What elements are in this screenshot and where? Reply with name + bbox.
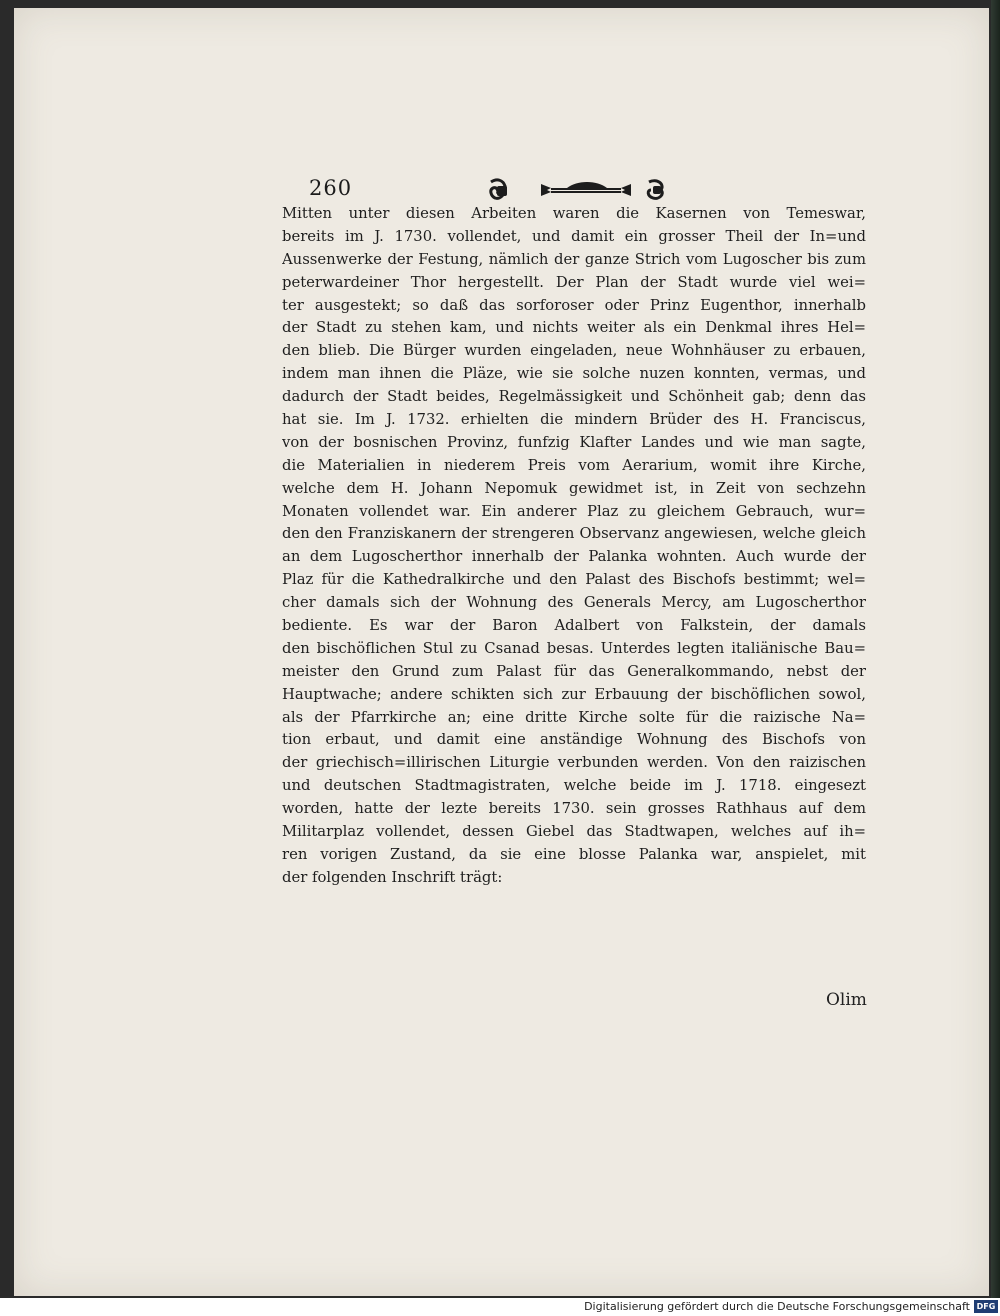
text-line: von der bosnischen Provinz, funfzig Klafter Landes und wie man sagte, (282, 433, 866, 451)
printer-ornament-icon (489, 178, 689, 202)
book-binding-edge (991, 0, 1000, 1298)
text-line: den den Franziskanern der strengeren Observanz angewiesen, welche gleich (282, 525, 866, 543)
text-line: hat sie. Im J. 1732. erhielten die mindern Brüder des H. Franciscus, (282, 411, 866, 429)
text-line: Hauptwache; andere schikten sich zur Erbauung der bischöflichen sowol, (282, 685, 866, 703)
catchword: Olim (826, 990, 867, 1010)
text-line: peterwardeiner Thor hergestellt. Der Plan der Stadt wurde viel wei= (282, 273, 866, 291)
text-line: den bischöflichen Stul zu Csanad besas. Unterdes legten italiänische Bau= (282, 639, 866, 657)
text-line: der folgenden Inschrift trägt: (282, 868, 503, 886)
text-line: cher damals sich der Wohnung des Generals Mercy, am Lugoscherthor (282, 594, 866, 612)
text-line: ter ausgestekt; so daß das sorforoser oder Prinz Eugenthor, innerhalb (282, 296, 866, 314)
text-line: den blieb. Die Bürger wurden eingeladen, neue Wohnhäuser zu erbauen, (282, 342, 866, 360)
text-line: und deutschen Stadtmagistraten, welche beide im J. 1718. eingesezt (282, 777, 866, 795)
text-line: Militarplaz vollendet, dessen Giebel das Stadtwapen, welches auf ih= (282, 823, 866, 841)
main-text-block (282, 203, 866, 890)
text-line: bediente. Es war der Baron Adalbert von Falkstein, der damals (282, 617, 866, 635)
text-line: welche dem H. Johann Nepomuk gewidmet ist, in Zeit von sechzehn (282, 479, 866, 497)
text-line: der Stadt zu stehen kam, und nichts weiter als ein Denkmal ihres Hel= (282, 319, 866, 337)
text-line: als der Pfarrkirche an; eine dritte Kirche solte für die raizische Na= (282, 708, 866, 726)
text-line: worden, hatte der lezte bereits 1730. sein grosses Rathhaus auf dem (282, 800, 866, 818)
footer-bar (0, 1298, 1000, 1316)
text-line: Aussenwerke der Festung, nämlich der ganze Strich vom Lugoscher bis zum (282, 250, 866, 268)
text-line: indem man ihnen die Pläze, wie sie solche nuzen konnten, vermas, und (282, 365, 866, 383)
text-line: an dem Lugoscherthor innerhalb der Palanka wohnten. Auch wurde der (282, 548, 866, 566)
footer-credit: Digitalisierung gefördert durch die Deutsche Forschungsgemeinschaft (584, 1300, 970, 1313)
text-line: ren vorigen Zustand, da sie eine blosse Palanka war, anspielet, mit (282, 845, 866, 863)
text-line: Monaten vollendet war. Ein anderer Plaz zu gleichem Gebrauch, wur= (282, 502, 866, 520)
page-header (309, 176, 689, 202)
text-line: bereits im J. 1730. vollendet, und damit ein grosser Theil der In=und (282, 227, 866, 245)
text-line: tion erbaut, und damit eine anständige Wohnung des Bischofs von (282, 731, 866, 749)
text-line: dadurch der Stadt beides, Regelmässigkeit und Schönheit gab; denn das (282, 388, 866, 406)
text-line: Mitten unter diesen Arbeiten waren die Kasernen von Temeswar, (282, 205, 866, 222)
text-line: Plaz für die Kathedralkirche und den Palast des Bischofs bestimmt; wel= (282, 571, 866, 589)
dfg-logo-icon: DFG (974, 1300, 998, 1313)
text-line: meister den Grund zum Palast für das Generalkommando, nebst der (282, 662, 866, 680)
page-number: 260 (309, 176, 353, 200)
text-line: der griechisch=illirischen Liturgie verbunden werden. Von den raizischen (282, 754, 866, 772)
text-line: die Materialien in niederem Preis vom Aerarium, womit ihre Kirche, (282, 456, 866, 474)
